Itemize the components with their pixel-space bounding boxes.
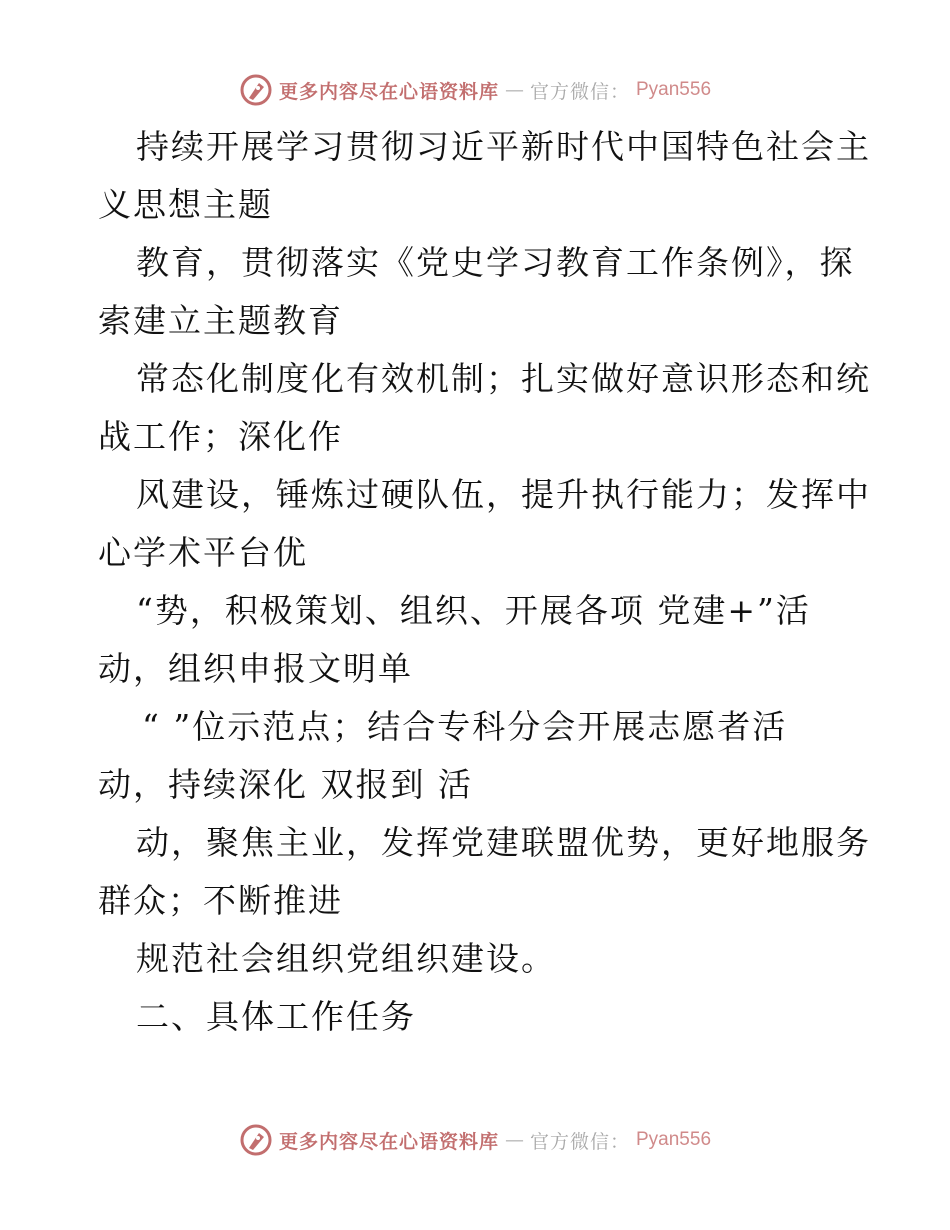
text-line: 动，组织申报文明单: [98, 649, 413, 688]
text-line: 战工作；深化作: [98, 417, 343, 456]
watermark-wechat-label: 官方微信：: [529, 1130, 630, 1153]
text-line: 规范社会组织党组织建设。: [136, 939, 556, 978]
text-line: 群众；不断推进: [98, 881, 343, 920]
footer-watermark: [0, 1120, 950, 1160]
text-line: 心学术平台优: [98, 533, 308, 572]
header-watermark: [0, 70, 950, 110]
pen-nib-icon: [239, 1123, 273, 1157]
text-line: 风建设，锤炼过硬队伍，提升执行能力；发挥中: [136, 475, 871, 514]
text-line: 动，聚焦主业，发挥党建联盟优势，更好地服务: [136, 823, 871, 862]
pen-nib-icon: [239, 73, 273, 107]
watermark-wechat-id: Pyan556: [636, 79, 712, 100]
text-line: “势，积极策划、组织、开展各项 党建+”活: [136, 591, 811, 630]
text-line: 索建立主题教育: [98, 301, 343, 340]
watermark-wechat-id: Pyan556: [636, 1129, 712, 1150]
watermark-separator: —: [504, 1129, 524, 1151]
text-line: 教育，贯彻落实《党史学习教育工作条例》，探: [136, 243, 855, 282]
section-heading: 二、具体工作任务: [136, 997, 416, 1036]
text-line: “ ”位示范点；结合专科分会开展志愿者活: [142, 707, 788, 746]
document-body: [98, 118, 871, 1046]
text-line: 动，持续深化 双报到 活: [98, 765, 473, 804]
watermark-separator: —: [504, 79, 524, 101]
text-line: 持续开展学习贯彻习近平新时代中国特色社会主: [136, 127, 871, 166]
text-line: 常态化制度化有效机制；扎实做好意识形态和统: [136, 359, 871, 398]
watermark-wechat-label: 官方微信：: [529, 80, 630, 103]
text-line: 义思想主题: [98, 185, 273, 224]
watermark-brand: 更多内容尽在心语资料库: [278, 80, 499, 103]
watermark-brand: 更多内容尽在心语资料库: [278, 1130, 499, 1153]
